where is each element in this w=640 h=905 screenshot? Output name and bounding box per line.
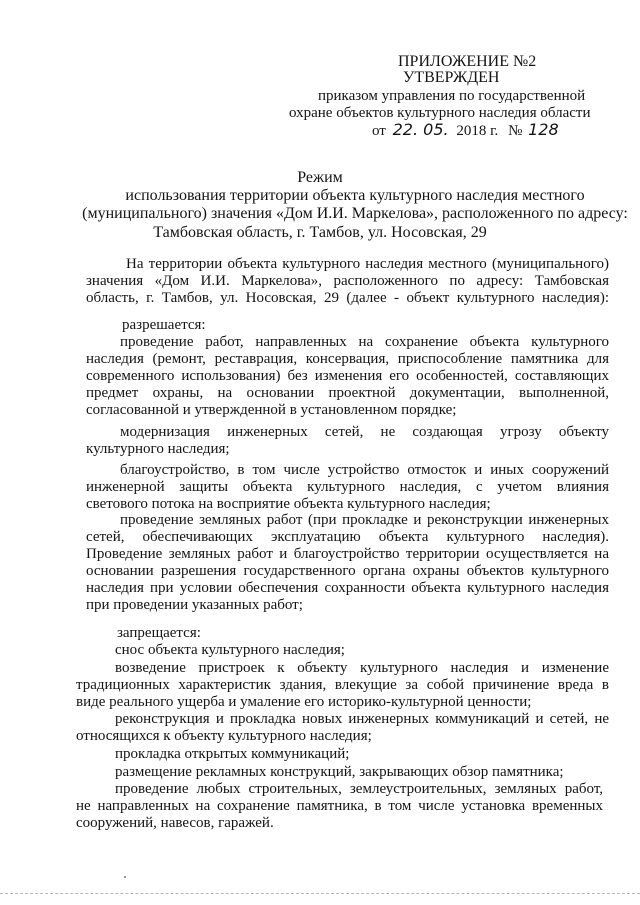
forbidden-item-6-line: не направленных на сохранение памятника, в том числе установка временных <box>76 798 603 814</box>
order-line-2: охране объектов культурного наследия области <box>289 105 591 121</box>
order-date-line <box>372 121 559 140</box>
allowed-item-4-line: проведение земляных работ (при прокладке и реконструкции инженерных <box>120 512 609 528</box>
number-prefix: № <box>508 123 523 139</box>
forbidden-item-6-line: сооружений, навесов, гаражей. <box>76 815 274 831</box>
allowed-item-3-line: светового потока на восприятие объекта культурного наследия; <box>86 496 491 512</box>
scan-edge-line <box>0 893 640 895</box>
scan-speck <box>124 876 126 878</box>
intro-line-2: значения «Дом И.И. Маркелова», расположенного по адресу: Тамбовская <box>86 273 609 289</box>
allowed-item-3-line: благоустройство, в том числе устройство отмосток и иных сооружений <box>120 462 609 478</box>
forbidden-item-2-line: виде реального ущерба и умаление его историко-культурной ценности; <box>76 694 532 710</box>
title-word: Режим <box>297 169 343 186</box>
allowed-item-4-line: сетей, обеспечивающих эксплуатацию объекта культурного наследия). <box>86 529 609 545</box>
title-line-2: (муниципального) значения «Дом И.И. Маркелова», расположенного по адресу: <box>82 205 628 222</box>
forbidden-item-4-line: прокладка открытых коммуникаций; <box>115 746 350 762</box>
intro-line-3: область, г. Тамбов, ул. Носовская, 29 (далее - объект культурного наследия): <box>86 290 609 306</box>
handwritten-order-number: 128 <box>528 120 559 139</box>
order-year: 2018 г. <box>456 123 499 139</box>
allowed-item-1-line: проведение работ, направленных на сохранение объекта культурного <box>120 334 609 350</box>
allowed-item-1-line: согласованной и утвержденной в установленном порядке; <box>86 402 457 418</box>
allowed-item-1-line: наследия (ремонт, реставрация, консервация, приспособление памятника для <box>86 351 609 367</box>
order-line-1: приказом управления по государственной <box>318 88 586 104</box>
allowed-item-4-line: наследия при условии обеспечения сохранности объекта культурного наследия <box>86 580 609 596</box>
allowed-item-4-line: Проведение земляных работ и благоустройство территории осуществляется на <box>86 546 609 562</box>
title-line-1: использования территории объекта культурного наследия местного <box>125 187 585 204</box>
forbidden-item-2-line: традиционных характеристик здания, влекущие за собой причинение вреда в <box>76 677 609 693</box>
allowed-item-2-line: культурного наследия; <box>86 441 230 457</box>
allowed-item-1-line: предмет охраны, на основании проектной документации, выполненной, <box>86 385 609 401</box>
allowed-heading: разрешается: <box>122 317 206 333</box>
title-line-3: Тамбовская область, г. Тамбов, ул. Носовская, 29 <box>153 224 487 241</box>
approved-label: УТВЕРЖДЕН <box>403 69 500 86</box>
forbidden-item-2-line: возведение пристроек к объекту культурного наследия и изменение <box>115 660 609 676</box>
forbidden-item-3-line: реконструкция и прокладка новых инженерных коммуникаций и сетей, не <box>115 711 609 727</box>
forbidden-item-6-line: проведение любых строительных, землеустроительных, земляных работ, <box>115 781 603 797</box>
date-prefix: от <box>372 123 386 139</box>
forbidden-item-1-line: снос объекта культурного наследия; <box>115 642 345 658</box>
allowed-item-3-line: инженерной защиты объекта культурного наследия, с учетом влияния <box>86 479 609 495</box>
intro-line-1: На территории объекта культурного наследия местного (муниципального) <box>126 256 609 272</box>
allowed-item-2-line: модернизация инженерных сетей, не создающая угрозу объекту <box>120 424 609 440</box>
forbidden-item-3-line: относящихся к объекту культурного наследия; <box>76 728 372 744</box>
forbidden-item-5-line: размещение рекламных конструкций, закрывающих обзор памятника; <box>115 764 564 780</box>
allowed-item-4-line: при проведении указанных работ; <box>86 597 303 613</box>
appendix-number: ПРИЛОЖЕНИЕ №2 <box>398 53 537 70</box>
forbidden-heading: запрещается: <box>117 625 201 641</box>
handwritten-date: 22. 05. <box>392 120 449 139</box>
allowed-item-4-line: основании разрешения государственного органа охраны объектов культурного <box>86 563 609 579</box>
allowed-item-1-line: современного использования) без изменения его особенностей, составляющих <box>86 368 609 384</box>
